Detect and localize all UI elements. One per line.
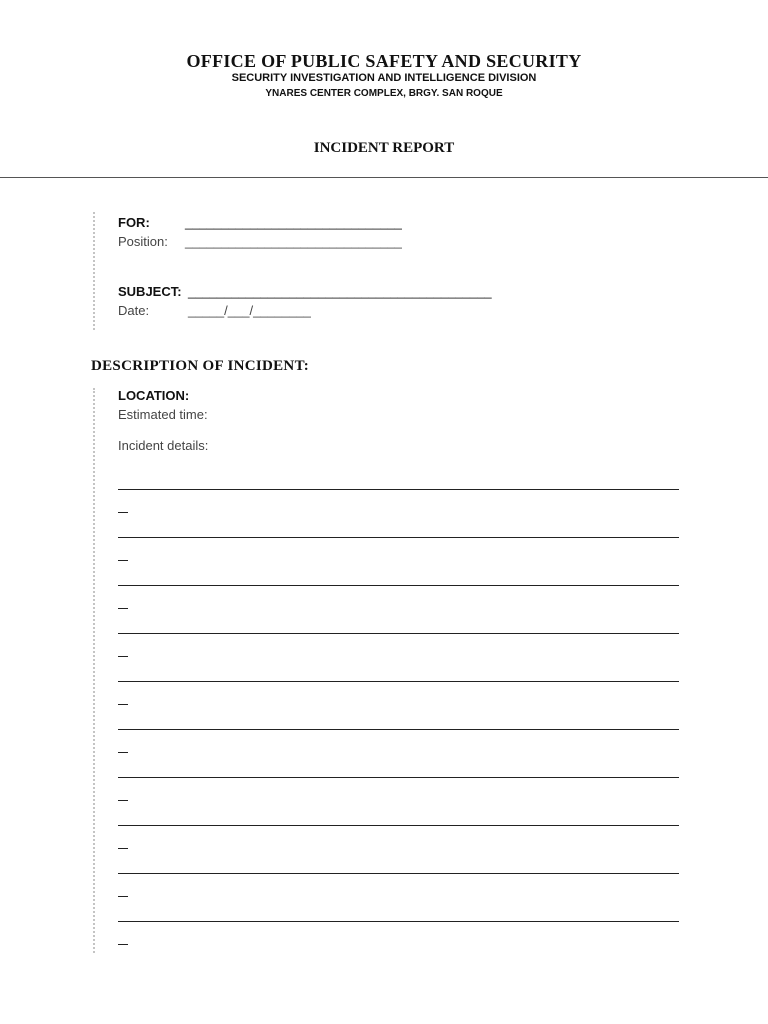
details-line	[118, 664, 680, 712]
details-line	[118, 472, 680, 520]
details-line	[118, 712, 680, 760]
short-rule	[118, 641, 128, 657]
details-line	[118, 616, 680, 664]
incident-details-label: Incident details:	[118, 438, 209, 453]
position-blank: ______________________________	[185, 234, 402, 249]
margin-dotted-bar	[93, 212, 95, 330]
long-rule	[118, 904, 679, 922]
short-rule	[118, 545, 128, 561]
division-name: SECURITY INVESTIGATION AND INTELLIGENCE DIVISION	[231, 72, 537, 84]
short-rule	[118, 689, 128, 705]
long-rule	[118, 808, 679, 826]
long-rule	[118, 472, 679, 490]
long-rule	[118, 664, 679, 682]
date-blank: _____/___/________	[188, 303, 311, 318]
short-rule	[118, 737, 128, 753]
long-rule	[118, 712, 679, 730]
long-rule	[118, 520, 679, 538]
details-line	[118, 904, 680, 952]
short-rule	[118, 785, 128, 801]
long-rule	[118, 760, 679, 778]
details-line	[118, 520, 680, 568]
short-rule	[118, 833, 128, 849]
estimated-time-label: Estimated time:	[118, 407, 208, 422]
subject-field	[118, 284, 492, 299]
short-rule	[118, 497, 128, 513]
margin-dotted-bar	[93, 388, 95, 953]
for-label: FOR:	[118, 215, 150, 230]
long-rule	[118, 568, 679, 586]
details-line	[118, 760, 680, 808]
position-label: Position:	[118, 234, 168, 249]
subject-blank: __________________________________________	[188, 284, 492, 299]
details-line	[118, 856, 680, 904]
details-line	[118, 568, 680, 616]
date-label: Date:	[118, 303, 150, 318]
details-line	[118, 808, 680, 856]
office-title: OFFICE OF PUBLIC SAFETY AND SECURITY	[186, 51, 582, 71]
date-field	[118, 303, 311, 318]
for-blank: ______________________________	[185, 215, 402, 230]
short-rule	[118, 593, 128, 609]
position-field	[118, 234, 402, 249]
for-field	[118, 215, 402, 230]
header-divider	[0, 177, 768, 178]
long-rule	[118, 856, 679, 874]
report-title: INCIDENT REPORT	[313, 140, 455, 156]
description-heading: DESCRIPTION OF INCIDENT:	[91, 358, 310, 374]
short-rule	[118, 881, 128, 897]
location-label: LOCATION:	[118, 388, 190, 403]
short-rule	[118, 929, 128, 945]
office-address: YNARES CENTER COMPLEX, BRGY. SAN ROQUE	[265, 88, 503, 99]
incident-details-lines	[118, 472, 680, 952]
subject-label: SUBJECT:	[118, 284, 182, 299]
long-rule	[118, 616, 679, 634]
